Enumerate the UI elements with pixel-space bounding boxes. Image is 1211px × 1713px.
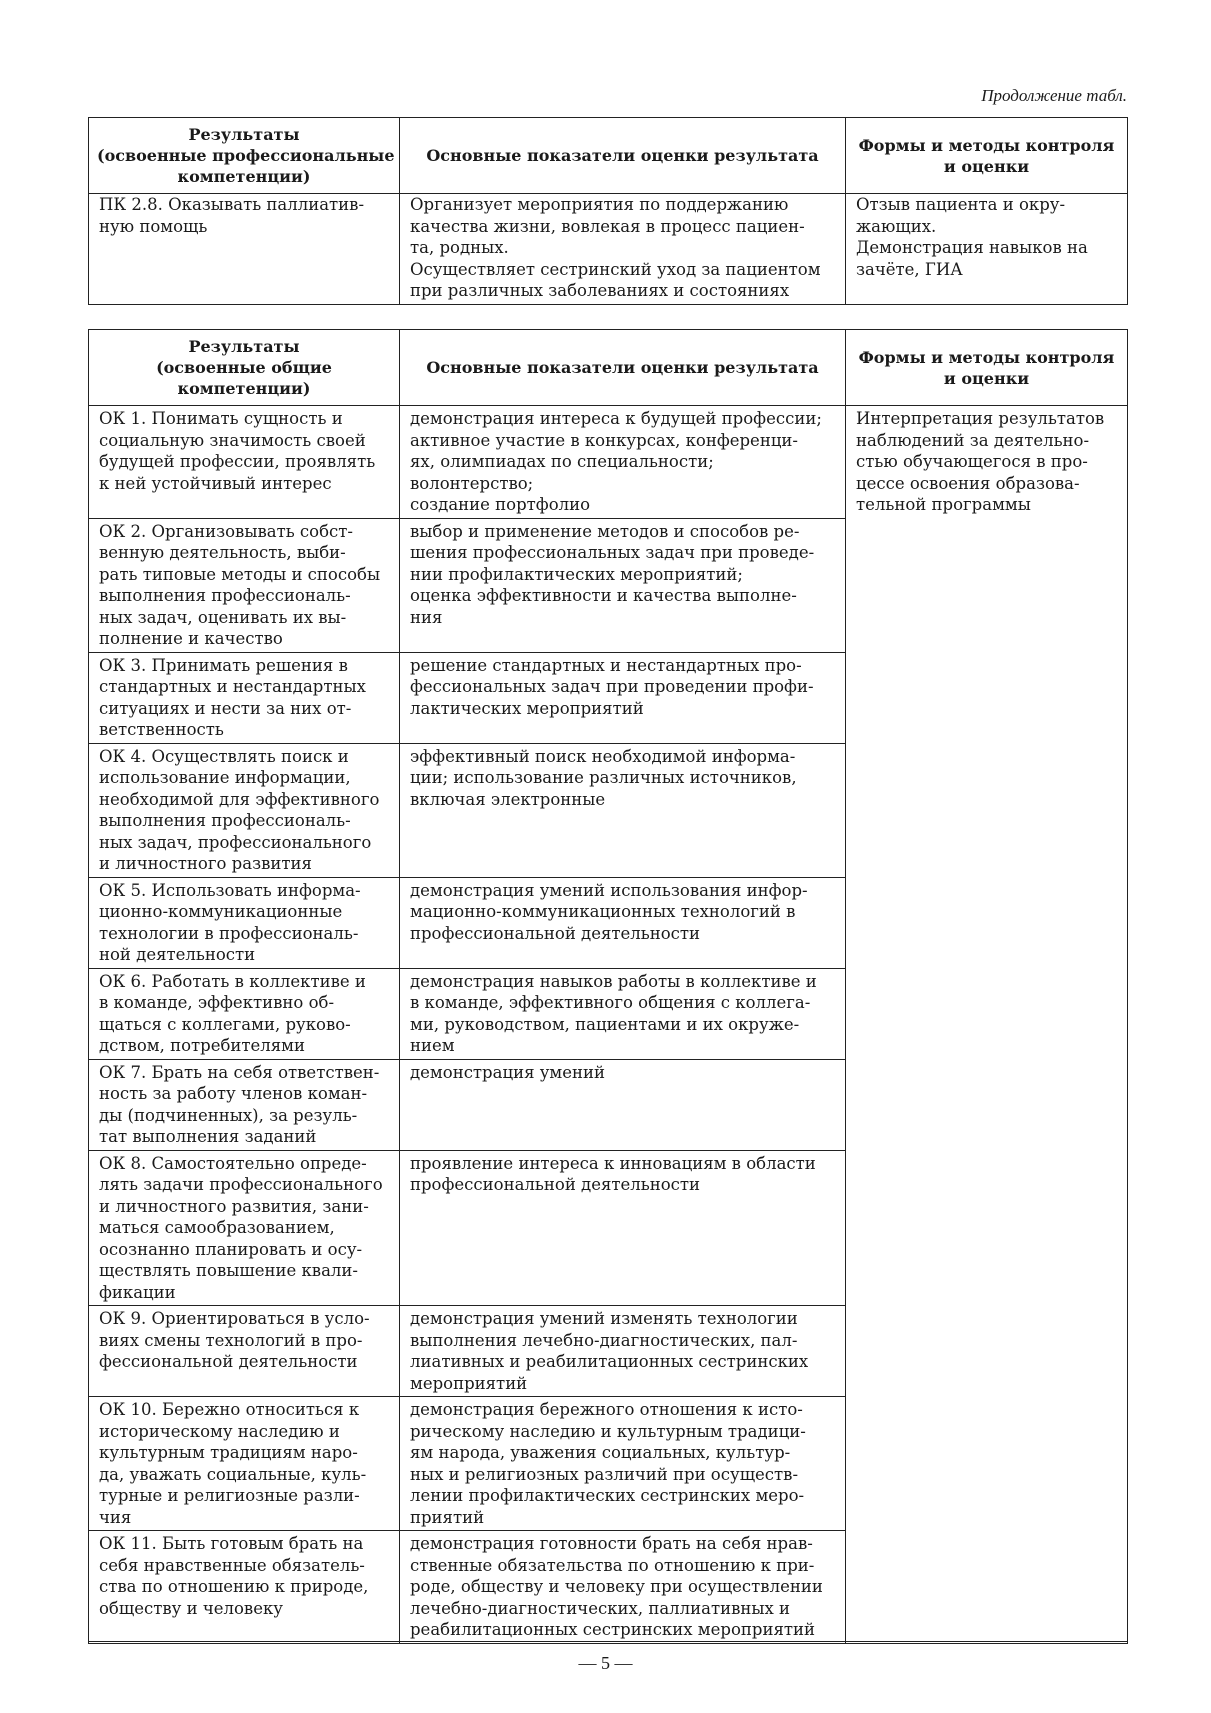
text-line: ственные обязательства по отношению к при- xyxy=(410,1555,815,1575)
text-line: ность за работу членов коман- xyxy=(99,1084,368,1103)
text-line: цессе освоения образова- xyxy=(856,473,1080,493)
text-line: виях смены технологий в про- xyxy=(99,1330,363,1350)
text-line: профессиональной деятельности xyxy=(410,1175,701,1194)
competence-cell xyxy=(89,743,400,877)
text-line: решение стандартных и нестандартных про- xyxy=(410,655,802,675)
indicators-cell xyxy=(400,652,846,743)
text-line: социальную значимость своей xyxy=(99,430,366,450)
text-line: себя нравственные обязатель- xyxy=(99,1555,365,1575)
text-line: использование информации, xyxy=(99,768,351,787)
text-line: ОК 7. Брать на себя ответствен- xyxy=(99,1062,380,1082)
header-methods: Формы и методы контроля и оценки xyxy=(846,118,1128,194)
indicators-cell xyxy=(400,968,846,1059)
text-line: при различных заболеваниях и состояниях xyxy=(410,281,790,300)
text-line: в команде, эффективно об- xyxy=(99,993,335,1012)
text-line: ОК 9. Ориентироваться в усло- xyxy=(99,1309,370,1328)
header-results: Результаты (освоенные общие компетенции) xyxy=(89,330,400,406)
text-line: венную деятельность, выби- xyxy=(99,543,346,562)
text-line: выполнения лечебно-диагностических, пал- xyxy=(410,1330,798,1350)
text-line: в команде, эффективного общения с коллега- xyxy=(410,993,811,1012)
text-line: Отзыв пациента и окру- xyxy=(856,195,1066,214)
general-competencies-table xyxy=(88,329,1128,1644)
text-line: мероприятий xyxy=(410,1373,528,1393)
text-line: ям народа, уважения социальных, культур- xyxy=(410,1443,791,1462)
text-line: ветственность xyxy=(99,720,224,739)
text-line: выполнения профессиональ- xyxy=(99,586,351,605)
text-line: ных задач, оценивать их вы- xyxy=(99,607,347,627)
text-line: технологии в профессиональ- xyxy=(99,923,359,943)
text-line: наблюдений за деятельно- xyxy=(856,430,1090,450)
text-line: проявление интереса к инновациям в области xyxy=(410,1153,816,1173)
text-line: активное участие в конкурсах, конференци- xyxy=(410,430,798,450)
text-line: качества жизни, вовлекая в процесс пациен- xyxy=(410,216,805,236)
indicators-cell xyxy=(400,1531,846,1644)
text-line: демонстрация готовности брать на себя нрав- xyxy=(410,1534,813,1553)
text-line: демонстрация умений xyxy=(410,1062,606,1082)
text-line: лиативных и реабилитационных сестринских xyxy=(410,1352,809,1371)
text-line: ОК 1. Понимать сущность и xyxy=(99,409,343,428)
competence-cell xyxy=(89,406,400,519)
table-header-row xyxy=(89,330,1128,406)
text-line: и личностного развития, зани- xyxy=(99,1196,369,1216)
text-line: демонстрация навыков работы в коллективе и xyxy=(410,971,817,991)
text-line: да, уважать социальные, куль- xyxy=(99,1464,367,1484)
text-line: ситуациях и нести за них от- xyxy=(99,698,352,718)
text-line: щаться с коллегами, руково- xyxy=(99,1014,351,1034)
text-line: фессиональных задач при проведении профи- xyxy=(410,677,814,696)
competence-cell xyxy=(89,968,400,1059)
text-line: ОК 4. Осуществлять поиск и xyxy=(99,746,349,766)
indicators-cell xyxy=(400,743,846,877)
header-indicators: Основные показатели оценки результата xyxy=(400,118,846,194)
text-line: историческому наследию и xyxy=(99,1421,340,1441)
indicators-cell xyxy=(400,518,846,652)
text-line: тельной программы xyxy=(856,495,1031,514)
text-line: ОК 8. Самостоятельно опреде- xyxy=(99,1153,367,1173)
text-line: реабилитационных сестринских мероприятий xyxy=(410,1620,815,1639)
text-line: тат выполнения заданий xyxy=(99,1127,317,1146)
text-line: ционно-коммуникационные xyxy=(99,902,343,921)
competence-cell xyxy=(89,1059,400,1150)
text-line: демонстрация интереса к будущей профессии; xyxy=(410,409,822,428)
competence-cell xyxy=(89,1397,400,1531)
text-line: дством, потребителями xyxy=(99,1036,306,1055)
text-line: ния xyxy=(410,607,443,627)
text-line: Осуществляет сестринский уход за пациентом xyxy=(410,259,821,279)
text-line: и личностного развития xyxy=(99,854,312,873)
text-line: обществу и человеку xyxy=(99,1598,283,1618)
text-line: ществлять повышение квали- xyxy=(99,1261,358,1280)
indicators-cell xyxy=(400,194,846,305)
header-indicators: Основные показатели оценки результата xyxy=(400,330,846,406)
text-line: зачёте, ГИА xyxy=(856,259,963,279)
header-methods: Формы и методы контроля и оценки xyxy=(846,330,1128,406)
text-line: ства по отношению к природе, xyxy=(99,1577,369,1596)
text-line: создание портфолио xyxy=(410,495,591,514)
indicators-cell xyxy=(400,1059,846,1150)
text-line: необходимой для эффективного xyxy=(99,789,380,809)
text-line: лактических мероприятий xyxy=(410,698,644,718)
text-line: турные и религиозные разли- xyxy=(99,1486,360,1505)
text-line: ных задач, профессионального xyxy=(99,832,372,852)
text-line: маться самообразованием, xyxy=(99,1218,335,1237)
text-line: ОК 2. Организовывать собст- xyxy=(99,521,353,541)
methods-cell xyxy=(846,406,1128,1644)
competence-cell xyxy=(89,652,400,743)
text-line: выполнения профессиональ- xyxy=(99,811,351,830)
text-line: шения профессиональных задач при проведе- xyxy=(410,543,815,562)
table-row xyxy=(89,406,1128,519)
text-line: ОК 11. Быть готовым брать на xyxy=(99,1534,364,1553)
text-line: полнение и качество xyxy=(99,629,283,648)
text-line: эффективный поиск необходимой информа- xyxy=(410,746,796,766)
continuation-label: Продолжение табл. xyxy=(981,86,1127,105)
page-number: — 5 — xyxy=(578,1653,633,1673)
indicators-cell xyxy=(400,1150,846,1306)
indicators-cell xyxy=(400,1306,846,1397)
text-line: демонстрация бережного отношения к исто- xyxy=(410,1400,803,1419)
text-line: роде, обществу и человеку при осуществлении xyxy=(410,1577,823,1596)
text-line: демонстрация умений использования инфор- xyxy=(410,880,808,900)
text-line: Интерпретация результатов xyxy=(856,409,1105,428)
text-line: лять задачи профессионального xyxy=(99,1175,383,1194)
indicators-cell xyxy=(400,877,846,968)
text-line: рать типовые методы и способы xyxy=(99,564,381,584)
text-line: ях, олимпиадах по специальности; xyxy=(410,452,714,471)
text-line: стандартных и нестандартных xyxy=(99,677,366,696)
competence-cell xyxy=(89,1150,400,1306)
text-line: профессиональной деятельности xyxy=(410,923,701,943)
text-line: ды (подчиненных), за резуль- xyxy=(99,1105,358,1125)
text-line: будущей профессии, проявлять xyxy=(99,452,376,471)
text-line: волонтерство; xyxy=(410,473,534,493)
text-line: нии профилактических мероприятий; xyxy=(410,564,743,584)
text-line: к ней устойчивый интерес xyxy=(99,473,332,493)
competence-cell xyxy=(89,194,400,305)
table-row xyxy=(89,194,1128,305)
text-line: ную помощь xyxy=(99,216,208,236)
text-line: включая электронные xyxy=(410,789,606,809)
methods-cell xyxy=(846,194,1128,305)
indicators-cell xyxy=(400,1397,846,1531)
text-line: лении профилактических сестринских меро- xyxy=(410,1486,805,1505)
text-line: фессиональной деятельности xyxy=(99,1352,358,1371)
text-line: ОК 3. Принимать решения в xyxy=(99,655,348,675)
text-line: ции; использование различных источников, xyxy=(410,768,797,787)
text-line: лечебно-диагностических, паллиативных и xyxy=(410,1598,791,1618)
text-line: демонстрация умений изменять технологии xyxy=(410,1309,798,1328)
indicators-cell xyxy=(400,406,846,519)
text-line: рическому наследию и культурным традици- xyxy=(410,1421,806,1441)
text-line: Организует мероприятия по поддержанию xyxy=(410,195,789,214)
text-line: приятий xyxy=(410,1507,485,1527)
text-line: фикации xyxy=(99,1282,176,1302)
competence-cell xyxy=(89,877,400,968)
competence-cell xyxy=(89,1531,400,1644)
text-line: выбор и применение методов и способов ре- xyxy=(410,521,800,541)
text-line: ОК 10. Бережно относиться к xyxy=(99,1400,360,1419)
text-line: ной деятельности xyxy=(99,945,256,964)
text-line: ОК 5. Использовать информа- xyxy=(99,880,361,900)
text-line: Демонстрация навыков на xyxy=(856,238,1088,257)
table-header-row xyxy=(89,118,1128,194)
text-line: стью обучающегося в про- xyxy=(856,452,1088,471)
text-line: та, родных. xyxy=(410,238,509,257)
text-line: жающих. xyxy=(856,216,937,236)
competence-cell xyxy=(89,518,400,652)
competence-cell xyxy=(89,1306,400,1397)
header-results: Результаты (освоенные профессиональные компетенции) xyxy=(89,118,400,194)
text-line: нием xyxy=(410,1036,455,1055)
text-line: оценка эффективности и качества выполне- xyxy=(410,586,797,605)
text-line: ОК 6. Работать в коллективе и xyxy=(99,971,366,991)
text-line: мационно-коммуникационных технологий в xyxy=(410,902,796,921)
text-line: осознанно планировать и осу- xyxy=(99,1239,363,1259)
professional-competencies-table xyxy=(88,117,1128,305)
text-line: культурным традициям наро- xyxy=(99,1443,358,1462)
text-line: ми, руководством, пациентами и их окруже- xyxy=(410,1014,800,1034)
footer-divider xyxy=(88,1641,1127,1642)
text-line: ных и религиозных различий при осуществ- xyxy=(410,1464,799,1484)
text-line: чия xyxy=(99,1507,132,1527)
text-line: ПК 2.8. Оказывать паллиатив- xyxy=(99,195,365,214)
